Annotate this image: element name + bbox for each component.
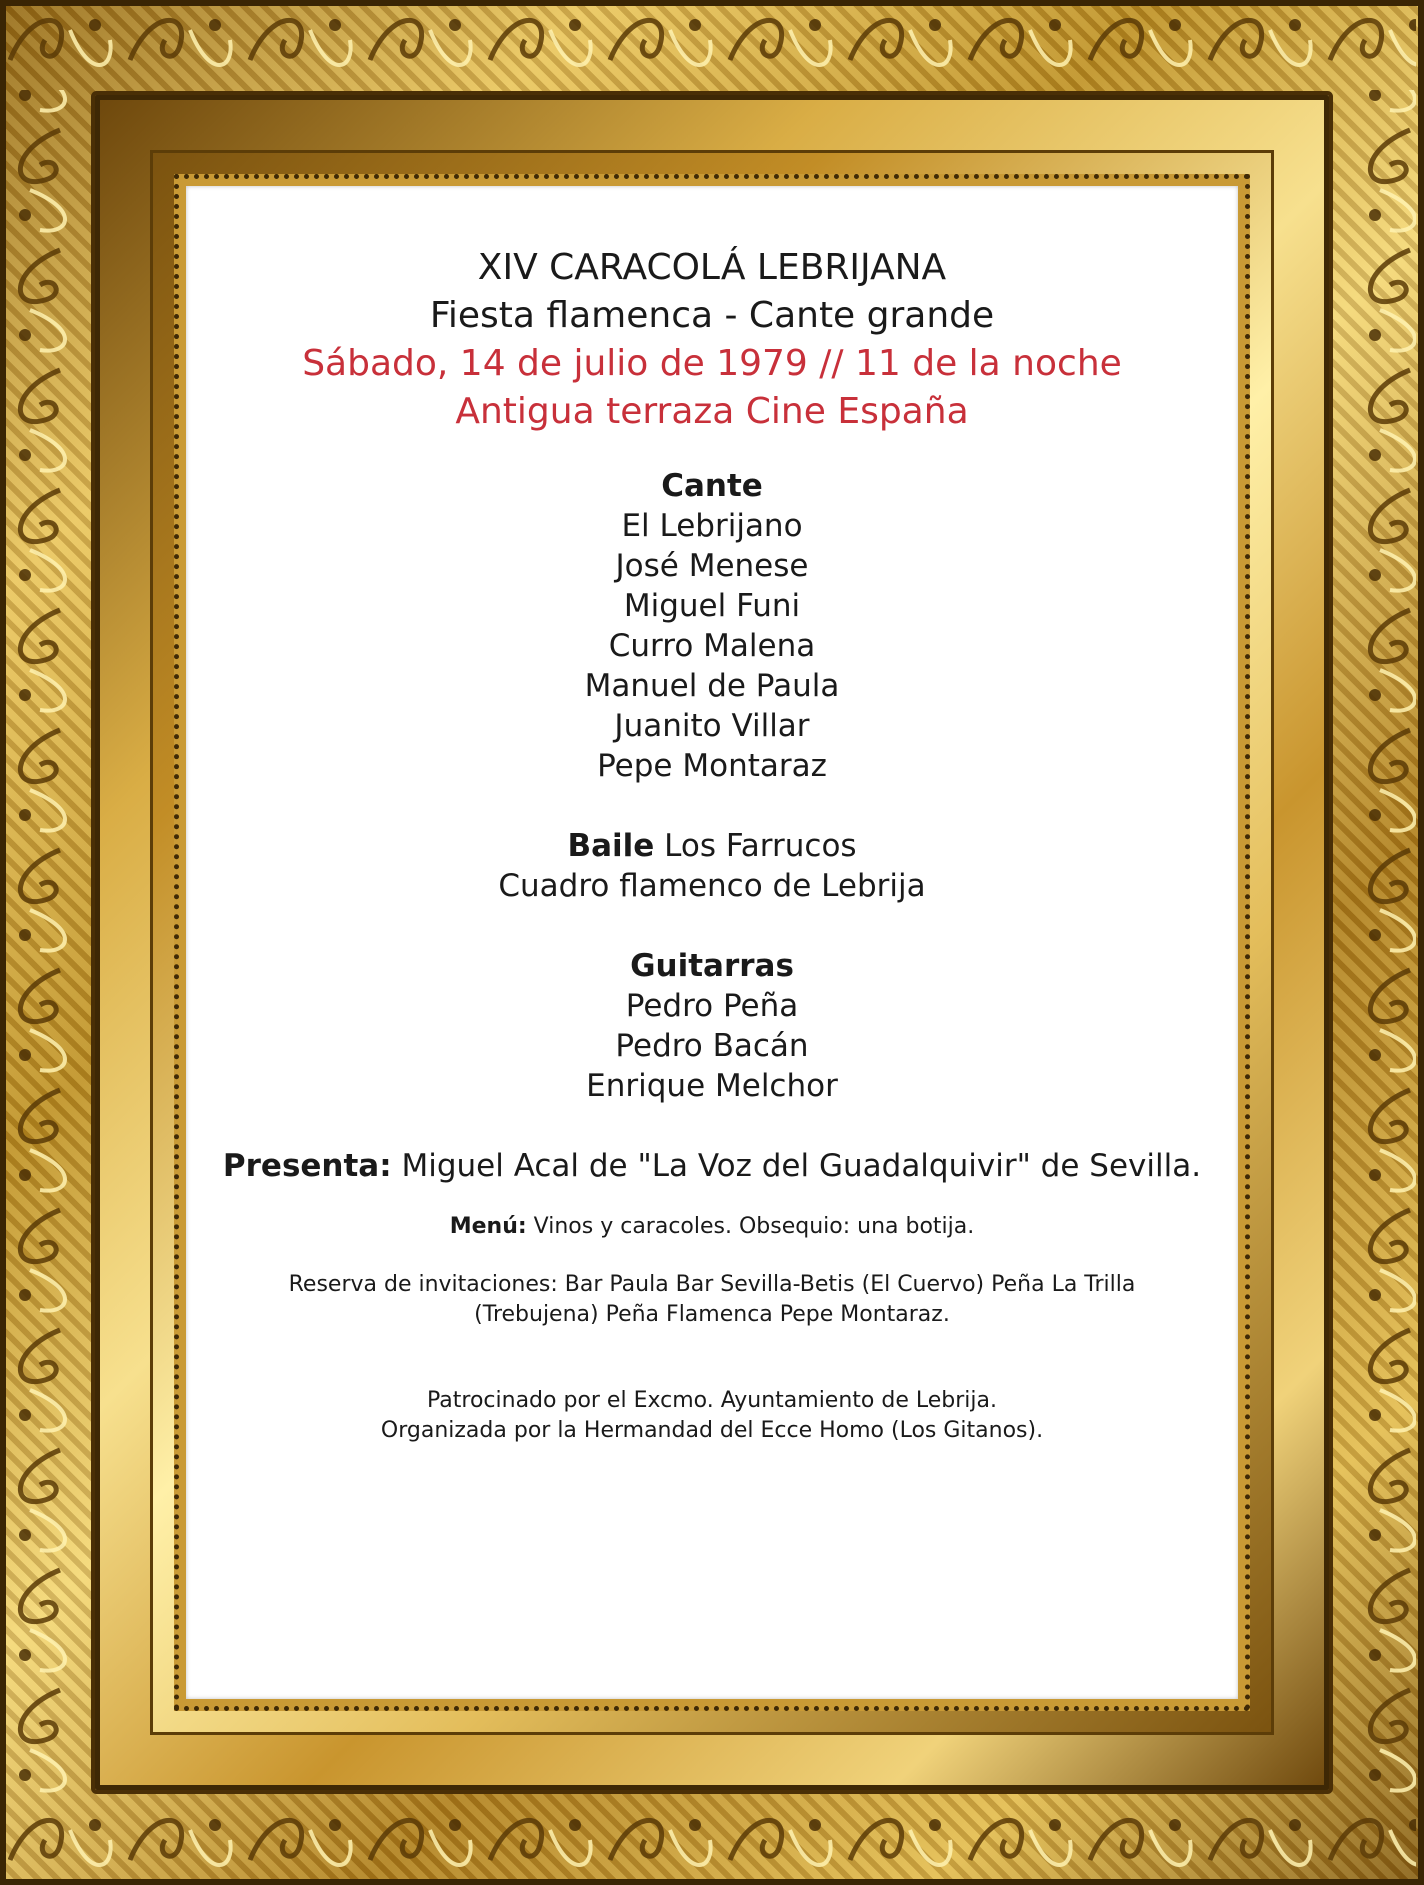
credits-block [186, 1386, 1238, 1446]
baile-artist: Los Farrucos [664, 828, 857, 864]
presenta-text: Miguel Acal de "La Voz del Guadalquivir" de Sevilla. [401, 1148, 1202, 1184]
guitarras-artist: Pedro Bacán [615, 1028, 809, 1064]
cante-artist: Juanito Villar [614, 708, 810, 744]
presenta-label: Presenta: [222, 1148, 392, 1184]
cante-artist: Pepe Montaraz [597, 748, 827, 784]
poster-content [186, 244, 1238, 1446]
cante-heading: Cante [661, 468, 763, 504]
reserva-line: Reserva de invitaciones: Bar Paula Bar Sevilla-Betis (El Cuervo) Peña La Trilla [288, 1272, 1136, 1297]
poster-paper [186, 186, 1238, 1699]
poster-venue: Antigua terraza Cine España [455, 391, 969, 432]
guitarras-artist: Enrique Melchor [586, 1068, 838, 1104]
baile-line [186, 826, 1238, 866]
cante-artist: El Lebrijano [621, 508, 803, 544]
cante-artist: Miguel Funi [623, 588, 801, 624]
baile-group: Cuadro flamenco de Lebrija [498, 868, 926, 904]
cante-artist: Curro Malena [608, 628, 816, 664]
menu-line [186, 1212, 1238, 1242]
guitarras-heading: Guitarras [630, 948, 794, 984]
menu-label: Menú: [449, 1214, 527, 1239]
baile-heading: Baile [567, 828, 655, 864]
poster-title: XIV CARACOLÁ LEBRIJANA [477, 247, 947, 288]
reserva-block [186, 1270, 1238, 1330]
poster-date: Sábado, 14 de julio de 1979 // 11 de la noche [302, 343, 1122, 384]
presenta-line [186, 1146, 1238, 1186]
guitarras-artist: Pedro Peña [625, 988, 799, 1024]
organizer-line: Organizada por la Hermandad del Ecce Homo (Los Gitanos). [380, 1418, 1044, 1443]
menu-text: Vinos y caracoles. Obsequio: una botija. [533, 1214, 975, 1239]
poster-subtitle: Fiesta flamenca - Cante grande [429, 295, 995, 336]
cante-artist: José Menese [615, 548, 809, 584]
sponsor-line: Patrocinado por el Excmo. Ayuntamiento de Lebrija. [427, 1388, 997, 1413]
cante-artist: Manuel de Paula [584, 668, 840, 704]
reserva-line: (Trebujena) Peña Flamenca Pepe Montaraz. [474, 1302, 950, 1327]
